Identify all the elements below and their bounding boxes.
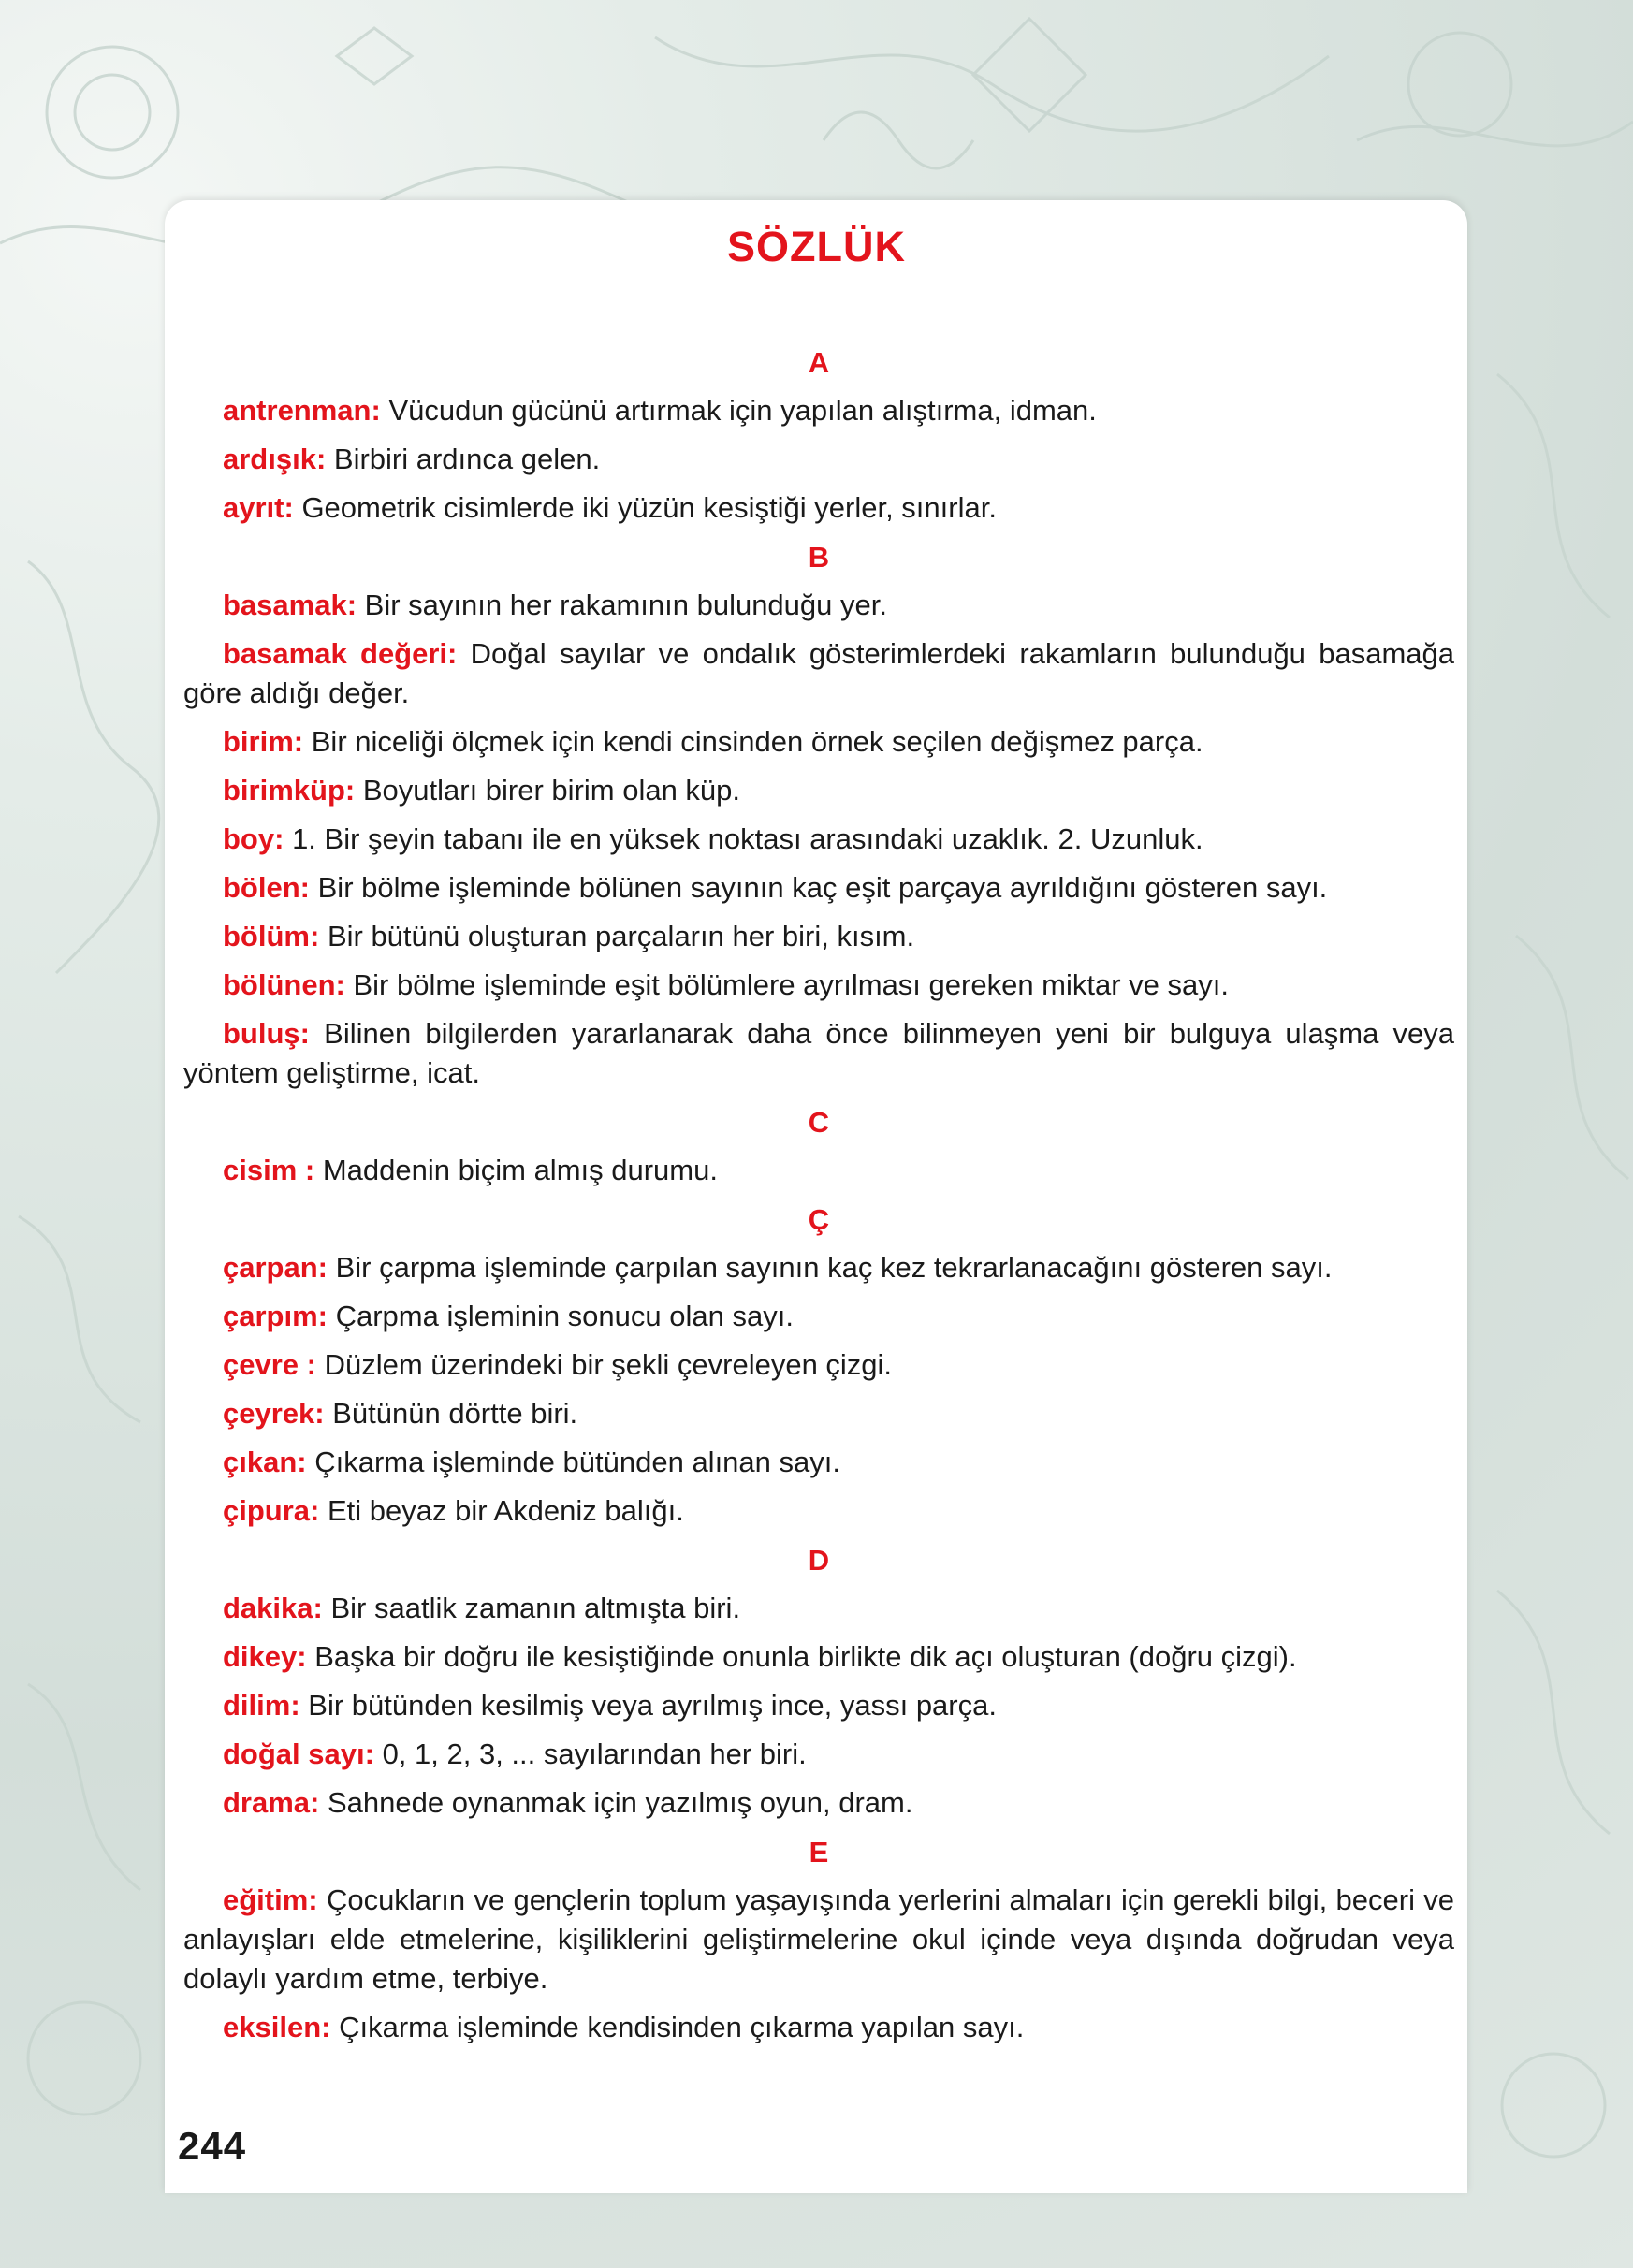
entry-term: eksilen: [223, 2011, 331, 2043]
glossary-entry [183, 440, 1454, 479]
entry-term: antrenman: [223, 394, 381, 427]
entry-definition: Eti beyaz bir Akdeniz balığı. [327, 1494, 684, 1527]
glossary-entry [183, 2008, 1454, 2047]
entry-term: buluş: [223, 1017, 310, 1050]
entry-term: dikey: [223, 1640, 307, 1673]
section-letter: E [809, 1836, 829, 1868]
entry-definition: Boyutları birer birim olan küp. [362, 774, 741, 807]
entry-definition: 1. Bir şeyin tabanı ile en yüksek noktası arasındaki uzaklık. 2. Uzunluk. [292, 822, 1203, 855]
entry-term: cisim : [223, 1154, 315, 1186]
entry-definition: Çarpma işleminin sonucu olan sayı. [335, 1300, 794, 1332]
entry-term: boy: [223, 822, 284, 855]
glossary-entry [183, 917, 1454, 956]
entry-definition: Bir niceliği ölçmek için kendi cinsinden örnek seçilen değişmez parça. [311, 725, 1203, 758]
glossary-entry [183, 1637, 1454, 1677]
entry-definition: Bir bölme işleminde bölünen sayının kaç eşit parçaya ayrıldığını gösteren sayı. [317, 871, 1328, 904]
entry-definition: Başka bir doğru ile kesiştiğinde onunla birlikte dik açı oluşturan (doğru çizgi). [314, 1640, 1297, 1673]
glossary-entry [183, 1589, 1454, 1628]
glossary-entry [183, 634, 1454, 713]
page-number: 244 [178, 2124, 247, 2168]
entry-term: çevre : [223, 1348, 316, 1381]
glossary-entry [183, 1151, 1454, 1190]
glossary-entry [183, 1686, 1454, 1725]
entry-definition: Bilinen bilgilerden yararlanarak daha önce bilinmeyen yeni bir bulguya ulaşma veya yöntem geliştirme, icat. [183, 1017, 1454, 1089]
entry-term: bölüm: [223, 920, 320, 952]
entry-term: ardışık: [223, 443, 327, 475]
entry-definition: Vücudun gücünü artırmak için yapılan alıştırma, idman. [388, 394, 1097, 427]
entry-definition: Bir bütünü oluşturan parçaların her biri, kısım. [327, 920, 915, 952]
entry-term: birim: [223, 725, 304, 758]
glossary-entry [183, 771, 1454, 810]
glossary-entry [183, 820, 1454, 859]
glossary-entry [183, 1735, 1454, 1774]
entry-definition: Sahnede oynanmak için yazılmış oyun, dram. [328, 1786, 913, 1819]
entry-definition: 0, 1, 2, 3, ... sayılarından her biri. [382, 1737, 807, 1770]
section-letter: B [808, 541, 830, 574]
section-letter: C [808, 1106, 830, 1139]
entry-term: doğal sayı: [223, 1737, 374, 1770]
entry-term: çıkan: [223, 1446, 307, 1478]
page-title: SÖZLÜK [727, 223, 906, 270]
entry-definition: Geometrik cisimlerde iki yüzün kesiştiği yerler, sınırlar. [301, 491, 997, 524]
entry-definition: Maddenin biçim almış durumu. [322, 1154, 718, 1186]
glossary-entry [183, 966, 1454, 1005]
glossary-entry [183, 1783, 1454, 1823]
entry-term: birimküp: [223, 774, 356, 807]
entry-term: eğitim: [223, 1883, 318, 1916]
entry-term: dilim: [223, 1689, 300, 1722]
section-letter: D [808, 1544, 830, 1577]
entry-term: basamak: [223, 589, 357, 621]
entry-definition: Çocukların ve gençlerin toplum yaşayışında yerlerini almaları için gerekli bilgi, beceri ve anlayışları elde etmelerine, kişiliklerini geliştirmelerine okul içinde veya dışında doğrudan veya dolaylı yardım etme, terbiye. [183, 1883, 1454, 1995]
glossary-entry [183, 1297, 1454, 1336]
entry-term: çipura: [223, 1494, 320, 1527]
glossary-entry [183, 391, 1454, 430]
entry-term: çarpım: [223, 1300, 328, 1332]
glossary-entry [183, 586, 1454, 625]
entry-term: basamak değeri: [223, 637, 458, 670]
entry-definition: Bir bölme işleminde eşit bölümlere ayrılması gereken miktar ve sayı. [353, 968, 1229, 1001]
glossary-entry [183, 488, 1454, 528]
entry-definition: Çıkarma işleminde kendisinden çıkarma yapılan sayı. [339, 2011, 1025, 2043]
glossary-entry [183, 1014, 1454, 1093]
entry-term: ayrıt: [223, 491, 294, 524]
entry-definition: Bütünün dörtte biri. [332, 1397, 578, 1430]
glossary-entry [183, 1443, 1454, 1482]
entry-term: drama: [223, 1786, 320, 1819]
entry-definition: Bir saatlik zamanın altmışta biri. [330, 1592, 741, 1624]
entry-definition: Bir sayının her rakamının bulunduğu yer. [364, 589, 887, 621]
entry-term: çeyrek: [223, 1397, 325, 1430]
glossary-entry [183, 1394, 1454, 1433]
glossary-entry [183, 722, 1454, 762]
entry-definition: Doğal sayılar ve ondalık gösterimlerdeki rakamların bulunduğu basamağa göre aldığı değer. [183, 637, 1454, 709]
entry-definition: Çıkarma işleminde bütünden alınan sayı. [314, 1446, 840, 1478]
entry-term: çarpan: [223, 1251, 328, 1284]
glossary-entry [183, 868, 1454, 908]
glossary-content [183, 341, 1454, 2057]
entry-term: bölünen: [223, 968, 345, 1001]
glossary-entry [183, 1491, 1454, 1531]
entry-definition: Bir bütünden kesilmiş veya ayrılmış ince, yassı parça. [308, 1689, 997, 1722]
entry-definition: Düzlem üzerindeki bir şekli çevreleyen çizgi. [324, 1348, 893, 1381]
glossary-entry [183, 1248, 1454, 1287]
entry-definition: Birbiri ardınca gelen. [333, 443, 601, 475]
entry-term: dakika: [223, 1592, 323, 1624]
section-letter: A [808, 346, 830, 379]
entry-term: bölen: [223, 871, 310, 904]
glossary-entry [183, 1345, 1454, 1385]
section-letter: Ç [808, 1203, 830, 1236]
glossary-entry [183, 1881, 1454, 1999]
entry-definition: Bir çarpma işleminde çarpılan sayının kaç kez tekrarlanacağını gösteren sayı. [335, 1251, 1333, 1284]
